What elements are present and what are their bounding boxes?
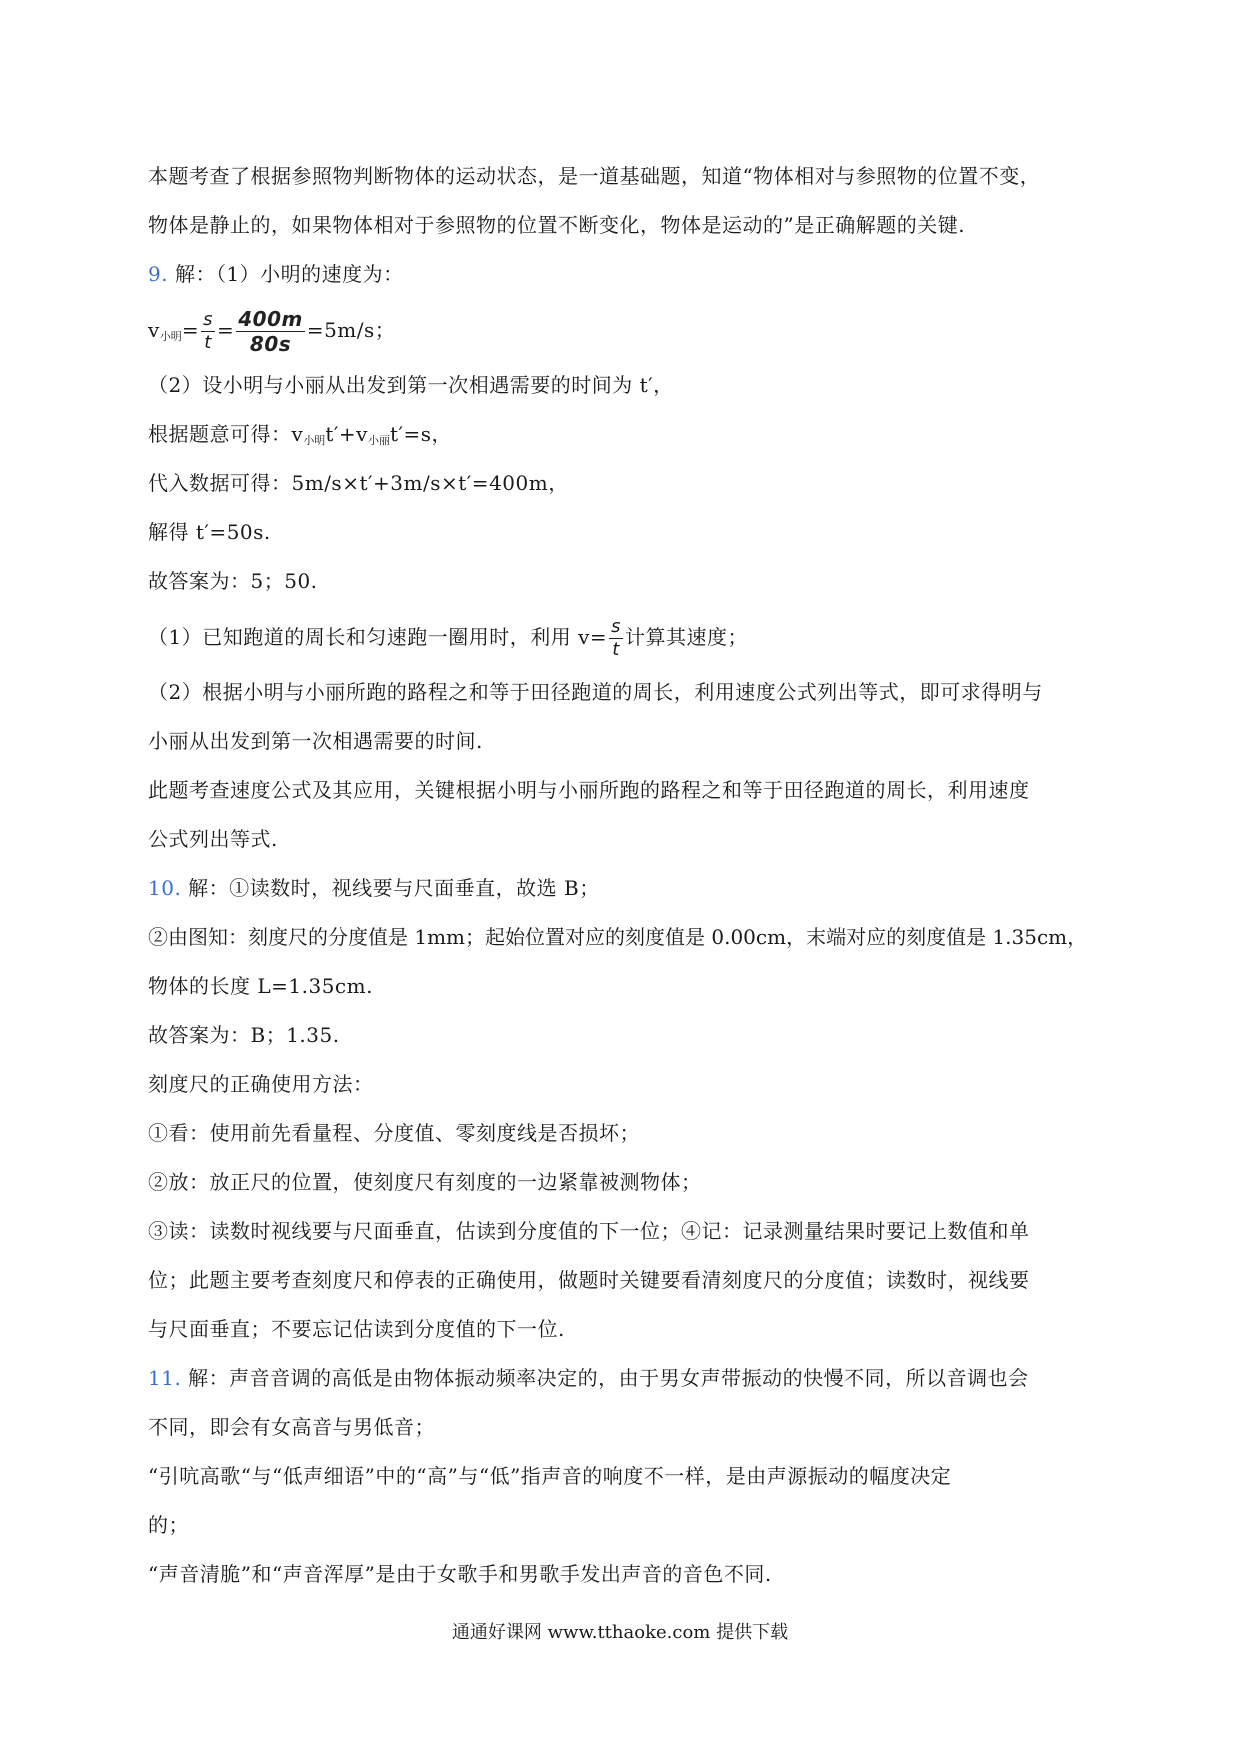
text-line: ②由图知：刻度尺的分度值是 1mm；起始位置对应的刻度值是 0.00cm，末端对应的刻度值是 1.35cm， bbox=[148, 925, 1088, 949]
question-number: 9. bbox=[148, 262, 169, 286]
fraction-400m-over-80s: $\frac{400m}{80s}$ bbox=[238, 307, 303, 356]
text-line: ①看：使用前先看量程、分度值、零刻度线是否损坏； bbox=[148, 1121, 640, 1145]
fraction-s-over-t: $\frac{s}{t}$ bbox=[611, 616, 622, 660]
question-number: 10. bbox=[148, 876, 182, 900]
equation-line: 根据题意可得：$v_{小明}t'+v_{小丽}t'=s$， bbox=[148, 422, 453, 447]
text-line: 公式列出等式. bbox=[148, 827, 278, 851]
text-line: 故答案为：B；1.35. bbox=[148, 1023, 340, 1047]
formula-line: （1）已知跑道的周长和匀速跑一圈用时，利用 v= $\frac{s}{t}$ 计算其速度； bbox=[148, 616, 749, 660]
text-line: 刻度尺的正确使用方法： bbox=[148, 1072, 374, 1096]
text-line: 物体的长度 L=1.35cm. bbox=[148, 974, 373, 998]
text-line: 与尺面垂直；不要忘记估读到分度值的下一位. bbox=[148, 1317, 565, 1341]
text-line: 位；此题主要考查刻度尺和停表的正确使用，做题时关键要看清刻度尺的分度值；读数时，视线要 bbox=[148, 1268, 1030, 1292]
text-line: 物体是静止的，如果物体相对于参照物的位置不断变化，物体是运动的”是正确解题的关键. bbox=[148, 213, 966, 237]
text-line: 故答案为：5；50. bbox=[148, 569, 318, 593]
text-line: 本题考查了根据参照物判断物体的运动状态，是一道基础题，知道“物体相对与参照物的位置不变， bbox=[148, 164, 1041, 188]
text-line: 的； bbox=[148, 1513, 189, 1537]
question-11-header: 11. 解：声音音调的高低是由物体振动频率决定的，由于男女声带振动的快慢不同，所以音调也会 bbox=[148, 1366, 1029, 1390]
question-9-header: 9. 解：（1）小明的速度为： bbox=[148, 262, 404, 286]
text-line: “引吭高歌“与“低声细语”中的“高”与“低”指声音的响度不一样，是由声源振动的幅度决定 bbox=[148, 1464, 952, 1488]
page-footer: 通通好课网 www.tthaoke.com 提供下载 bbox=[451, 1622, 789, 1643]
speed-formula: $v_{小明}=$ $\frac{s}{t}$ = $\frac{400m}{80s}$ =5m/s； bbox=[148, 307, 396, 356]
text-line: ②放：放正尺的位置，使刻度尺有刻度的一边紧靠被测物体； bbox=[148, 1170, 702, 1194]
text-line: 此题考查速度公式及其应用，关键根据小明与小丽所跑的路程之和等于田径跑道的周长，利用速度 bbox=[148, 778, 1030, 802]
fraction-s-over-t: $\frac{s}{t}$ bbox=[203, 309, 213, 353]
question-10-header: 10. 解：①读数时，视线要与尺面垂直，故选 B； bbox=[148, 876, 600, 900]
text-line: （2）设小明与小丽从出发到第一次相遇需要的时间为 t′， bbox=[148, 373, 674, 397]
text-line: “声音清脆”和“声音浑厚”是由于女歌手和男歌手发出声音的音色不同. bbox=[148, 1562, 772, 1586]
text-line: ③读：读数时视线要与尺面垂直，估读到分度值的下一位；④记：记录测量结果时要记上数值和单 bbox=[148, 1219, 1030, 1243]
text-line: （2）根据小明与小丽所跑的路程之和等于田径跑道的周长，利用速度公式列出等式，即可求得明与 bbox=[148, 680, 1043, 704]
document-body bbox=[148, 152, 1098, 1599]
question-number: 11. bbox=[148, 1366, 182, 1390]
text-line: 解得 t′=50s. bbox=[148, 520, 271, 544]
text-line: 代入数据可得：5m/s×t′+3m/s×t′=400m， bbox=[148, 471, 569, 495]
text-line: 不同，即会有女高音与男低音； bbox=[148, 1415, 435, 1439]
text-line: 小丽从出发到第一次相遇需要的时间. bbox=[148, 729, 483, 753]
